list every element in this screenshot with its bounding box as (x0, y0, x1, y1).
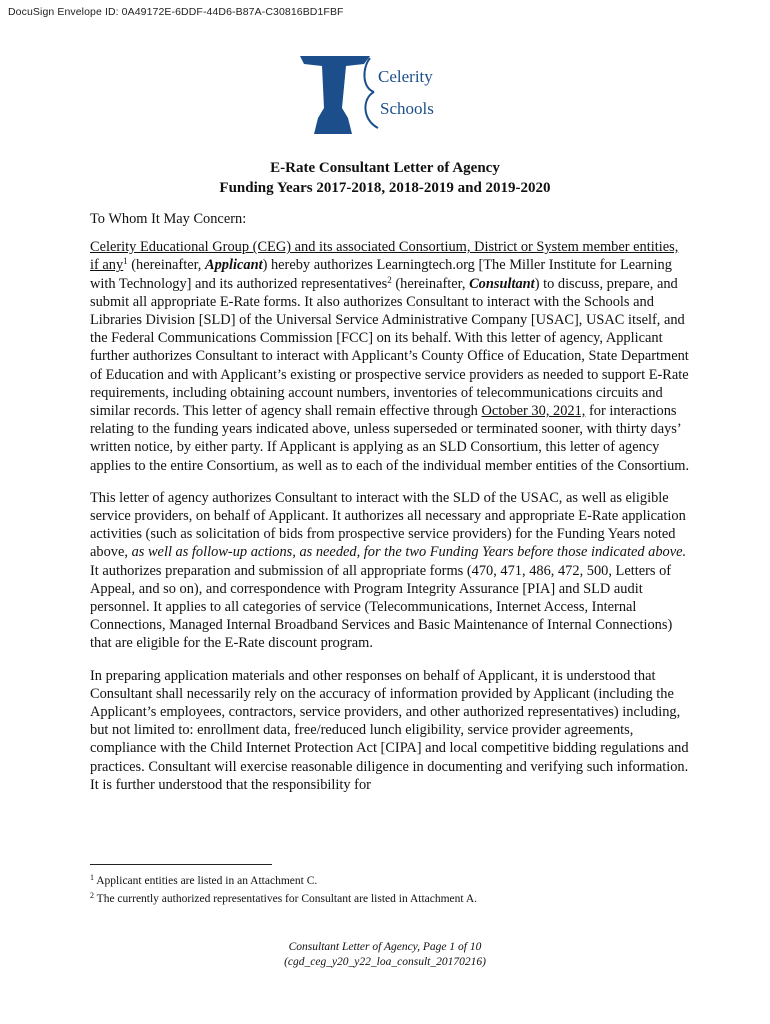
effective-date: October 30, 2021, (481, 403, 586, 420)
logo-text-celerity: Celerity (378, 67, 433, 86)
footnote-1 (90, 872, 690, 890)
docusign-envelope-id: DocuSign Envelope ID: 0A49172E-6DDF-44D6-B87A-C30816BD1FBF (8, 6, 344, 18)
paragraph-2 (90, 489, 690, 653)
footnote-2-text: The currently authorized representatives for Consultant are listed in Attachment A. (96, 893, 478, 905)
letter-body (90, 210, 690, 808)
salutation: To Whom It May Concern: (90, 211, 247, 227)
paragraph-1-text-c: (hereinafter, (391, 275, 470, 292)
paragraph-2-text-a: This letter of agency authorizes Consultant to interact with the SLD of the USAC, as well as eligible service providers, on behalf of Applicant. It authorizes all necessary and appropriate E-Rate application activities (such as solicitation of bids from prospective service providers) for the Funding Years noted above, (90, 489, 686, 561)
footnote-1-number: 1 (90, 873, 94, 882)
footnote-2-number: 2 (90, 891, 94, 900)
paragraph-1-text-b: ) hereby authorizes Learningtech.org [The Miller Institute for Learning with Technology] and its authorized representatives (90, 257, 672, 292)
footnote-1-text: Applicant entities are listed in an Attachment C. (96, 875, 318, 887)
follow-up-italic: as well as follow-up actions, as needed, for the two Funding Years before those indicated above. (131, 544, 687, 561)
paragraph-3: In preparing application materials and other responses on behalf of Applicant, it is understood that Consultant shall necessarily rely on the accuracy of information provided by Applicant (including the Applicant’s employees, contractors, service providers, and other authorized representatives) including, but not limited to: enrollment data, free/reduced lunch eligibility, service provider agreements, compliance with the Child Internet Protection Act [CIPA] and local competitive bidding regulations and practices. Consultant will exercise reasonable diligence in documenting and verifying such information. It is further understood that the responsibility for (90, 667, 689, 793)
applicant-entities-underlined: Celerity Educational Group (CEG) and its associated Consortium, District or System member entities, if any (90, 239, 679, 274)
footnote-ref-1: 1 (123, 256, 128, 267)
title-line-1: E-Rate Consultant Letter of Agency (270, 160, 500, 176)
paragraph-1 (90, 238, 690, 475)
celerity-schools-logo (292, 48, 472, 138)
page-footer (0, 940, 770, 970)
paragraph-1-text-a: (hereinafter, (127, 257, 205, 274)
paragraph-1-text-e: for interactions relating to the funding years indicated above, unless superseded or terminated sooner, with thirty days’ written notice, by either party. If Applicant is applying as an SLD Consortium, this letter of agency applies to the entire Consortium, as well as to each of the individual member entities of the Consortium. (90, 403, 690, 474)
footnote-ref-2: 2 (387, 274, 392, 285)
letter-title (0, 158, 770, 198)
paragraph-2-text-b: It authorizes preparation and submission of all appropriate forms (470, 471, 486, 472, 500, Letters of Appeal, and so on), and correspondence with Program Integrity Assurance [PIA] and SLD audit personnel. It applies to all categories of service (Telecommunications, Internet Access, Internal Connections, Managed Internal Broadband Services and Basic Maintenance of Internal Connections) that are eligible for the E-Rate discount program. (90, 562, 673, 652)
logo-text-schools: Schools (380, 99, 434, 118)
footnote-divider (90, 864, 272, 865)
title-line-2: Funding Years 2017-2018, 2018-2019 and 2019-2020 (219, 180, 551, 196)
consultant-term: Consultant (469, 275, 535, 292)
footer-page-label: Consultant Letter of Agency, Page 1 of 10 (288, 941, 482, 953)
paragraph-1-text-d: ) to discuss, prepare, and submit all appropriate E-Rate forms. It also authorizes Consultant to interact with the Schools and Libraries Division [SLD] of the Universal Service Administrative Company [USAC], USAC itself, and the Federal Communications Commission [FCC] on its behalf. With this letter of agency, Applicant further authorizes Consultant to interact with Applicant’s County Office of Education, State Department of Education and with Applicant’s existing or prospective service providers as needed to support E-Rate requirements, including obtaining account numbers, inventories of telecommunications circuits and similar records. This letter of agency shall remain effective through (90, 275, 689, 420)
footer-document-code: (cgd_ceg_y20_y22_loa_consult_20170216) (284, 956, 486, 968)
applicant-term: Applicant (205, 257, 263, 274)
footnote-2 (90, 890, 690, 908)
footnotes (90, 872, 690, 908)
